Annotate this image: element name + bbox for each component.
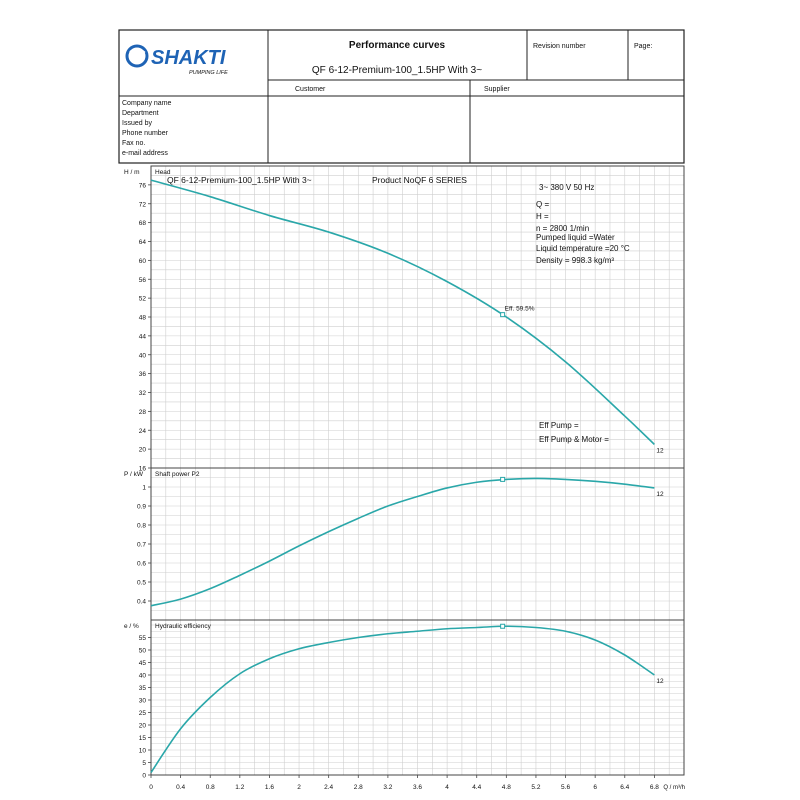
series-label: 12 [656, 447, 664, 455]
x-tick-label: 2.8 [353, 784, 363, 791]
operating-point-marker [501, 313, 505, 317]
y-tick-label: 16 [138, 465, 146, 473]
revision-label: Revision number [533, 43, 586, 50]
annotation-eff-pump-motor: Eff Pump & Motor = [539, 435, 609, 444]
y-tick-label: 50 [138, 647, 146, 655]
operating-point-marker [501, 477, 505, 481]
annotation-q: Q = [536, 200, 550, 209]
x-tick-label: 2 [297, 784, 301, 791]
y-tick-label: 76 [138, 182, 146, 190]
annotation-liquid: Pumped liquid =Water [536, 233, 615, 242]
annotation-eff-pump: Eff Pump = [539, 421, 579, 430]
y-tick-label: 60 [138, 257, 146, 265]
y-tick-label: 0.6 [136, 560, 146, 568]
y-axis-label: P / kW [124, 471, 144, 478]
y-tick-label: 0.4 [136, 598, 146, 606]
x-tick-label: 6.4 [620, 784, 630, 791]
x-tick-label: 6 [593, 784, 597, 791]
y-tick-label: 35 [138, 685, 146, 692]
y-tick-label: 48 [138, 314, 146, 322]
y-tick-label: 20 [138, 722, 146, 730]
y-tick-label: 45 [138, 660, 146, 667]
y-axis-label: H / m [124, 169, 140, 176]
x-tick-label: 0 [149, 784, 153, 791]
series-label: 12 [656, 490, 664, 498]
supplier-label: Supplier [484, 86, 510, 93]
doc-title: Performance curves [348, 40, 446, 51]
x-tick-label: 4.8 [501, 784, 511, 791]
panel-title: Shaft power P2 [155, 471, 200, 478]
panel-title: Hydraulic efficiency [155, 623, 211, 630]
brand-name: SHAKTI [151, 47, 226, 69]
y-tick-label: 5 [142, 760, 146, 767]
chart-panel-2 [124, 465, 684, 620]
operating-point-marker [501, 624, 505, 628]
y-tick-label: 10 [138, 747, 146, 755]
shakti-logo [127, 46, 228, 76]
logo-swirl-cut [130, 49, 144, 60]
annotation-density: Density = 998.3 kg/m³ [536, 256, 615, 265]
y-tick-label: 44 [138, 333, 146, 341]
x-tick-label: 3.2 [383, 784, 393, 791]
y-tick-label: 0.5 [136, 579, 146, 587]
y-tick-label: 72 [138, 201, 146, 209]
y-tick-label: 0.9 [136, 503, 146, 511]
chart-panel-3 [124, 620, 685, 791]
x-tick-label: 1.6 [264, 784, 274, 791]
y-tick-label: 0.7 [136, 541, 146, 549]
x-axis-label: Q / m³/h [663, 785, 685, 791]
x-tick-label: 2.4 [324, 784, 334, 791]
x-tick-label: 5.2 [531, 784, 541, 791]
x-tick-label: 3.6 [412, 784, 423, 791]
annotation-product: Product NoQF 6 SERIES [372, 175, 467, 185]
page-label: Page: [634, 43, 653, 50]
y-tick-label: 28 [138, 408, 146, 416]
info-label: Company name [122, 100, 172, 107]
annotation-model: QF 6-12-Premium-100_1.5HP With 3~ [167, 175, 312, 185]
x-tick-label: 6.8 [649, 784, 659, 791]
y-tick-label: 68 [138, 220, 146, 228]
annotation-supply: 3~ 380 V 50 Hz [539, 183, 595, 192]
annotation-h: H = [536, 212, 549, 221]
y-tick-label: 25 [138, 710, 146, 717]
info-label: Fax no. [122, 140, 146, 147]
annotation-speed: n = 2800 1/min [536, 224, 590, 233]
y-tick-label: 30 [138, 697, 146, 705]
charts [124, 166, 685, 791]
y-tick-label: 20 [138, 446, 146, 454]
panel-title: Head [155, 169, 171, 176]
x-tick-label: 4.4 [472, 784, 482, 791]
y-tick-label: 32 [138, 390, 146, 397]
y-tick-label: 24 [138, 427, 146, 435]
y-tick-label: 40 [138, 352, 146, 360]
doc-subtitle: QF 6-12-Premium-100_1.5HP With 3~ [311, 65, 483, 76]
customer-label: Customer [295, 86, 326, 93]
y-tick-label: 52 [138, 295, 146, 303]
y-tick-label: 64 [138, 239, 146, 246]
y-tick-label: 0.8 [136, 522, 146, 530]
series-label: 12 [656, 678, 664, 685]
x-tick-label: 0.4 [176, 784, 186, 791]
x-tick-label: 0.8 [205, 784, 215, 791]
header-block [119, 30, 684, 163]
y-tick-label: 40 [138, 672, 146, 680]
y-tick-label: 36 [138, 371, 146, 379]
info-labels [122, 100, 172, 157]
info-label: Department [122, 110, 159, 117]
brand-tagline: PUMPING LIFE [189, 70, 228, 76]
info-label: Phone number [122, 130, 168, 137]
x-tick-label: 5.6 [561, 784, 571, 791]
y-tick-label: 55 [138, 635, 146, 642]
y-tick-label: 1 [142, 484, 146, 492]
y-tick-label: 15 [138, 735, 146, 742]
info-label: e-mail address [122, 150, 168, 157]
y-tick-label: 56 [138, 276, 146, 284]
x-tick-label: 4 [445, 784, 449, 791]
y-tick-label: 0 [142, 772, 146, 780]
x-tick-label: 1.2 [235, 784, 245, 791]
annotation-temperature: Liquid temperature =20 °C [536, 244, 630, 253]
eff-point-label: Eff. 59.5% [504, 305, 535, 313]
y-axis-label: e / % [124, 623, 139, 630]
chart-panel-1 [124, 166, 684, 473]
info-label: Issued by [122, 120, 152, 127]
